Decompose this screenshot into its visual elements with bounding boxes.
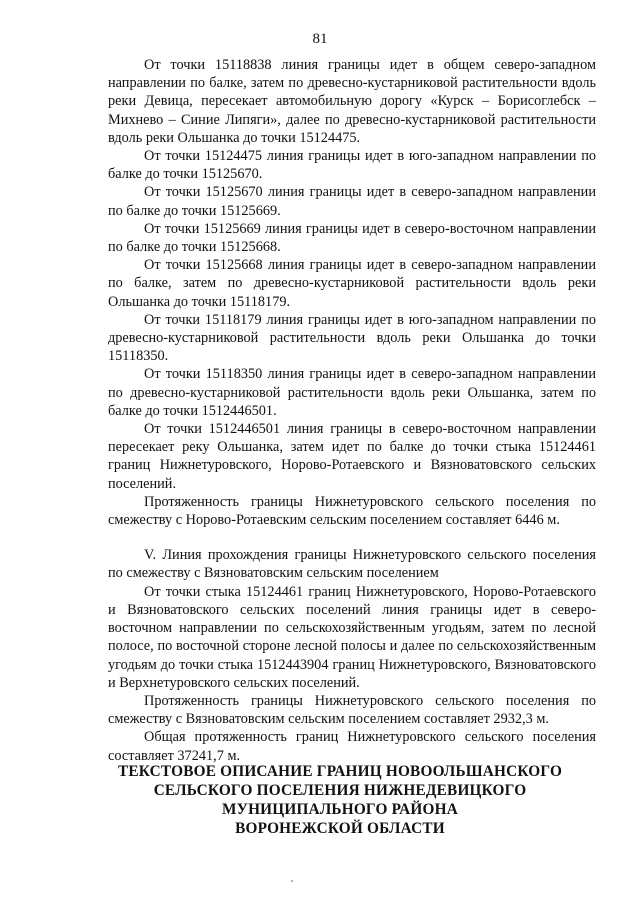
- paragraph: От точки 15118838 линия границы идет в общем северо-западном направлении по балке, затем по древесно-кустарниковой растительности вдоль реки Девица, пересекает автомобильную дорогу «Курск – Борисоглебск – Михнево – Синие Липяги», далее по древесно-кустарниковой растительности вдоль реки Ольшанка до точки 15124475.: [108, 57, 596, 146]
- paragraph: От точки 15125668 линия границы идет в северо-западном направлении по балке, затем по древесно-кустарниковой растительности вдоль реки Ольшанка до точки 15118179.: [108, 257, 596, 310]
- body-text: [108, 56, 596, 765]
- paragraph: Общая протяженность границ Нижнетуровского сельского поселения составляет 37241,7 м.: [108, 729, 596, 764]
- paragraph: От точки 15125669 линия границы идет в северо-восточном направлении по балке до точки 15125668.: [108, 220, 596, 256]
- paragraph: Протяженность границы Нижнетуровского сельского поселения по смежеству с Вязноватовским сельским поселением составляет 2932,3 м.: [108, 692, 596, 728]
- scan-speck: [291, 880, 293, 882]
- title-line: ТЕКСТОВОЕ ОПИСАНИЕ ГРАНИЦ НОВООЛЬШАНСКОГО: [117, 763, 563, 780]
- page-number: 81: [312, 31, 328, 47]
- title-line: ВОРОНЕЖСКОЙ ОБЛАСТИ: [235, 820, 445, 837]
- title-line: МУНИЦИПАЛЬНОГО РАЙОНА: [222, 801, 458, 818]
- paragraph: От точки 15124475 линия границы идет в юго-западном направлении по балке до точки 15125670.: [108, 148, 596, 183]
- document-title: [90, 762, 590, 838]
- paragraph: От точки 1512446501 линия границы в северо-восточном направлении пересекает реку Ольшанка, затем идет по балке до точки стыка 15124461 границ Нижнетуровского, Норово-Ротаевского и Вязноватовского сельских поселений.: [108, 421, 596, 492]
- paragraph: От точки 15125670 линия границы идет в северо-западном направлении по балке до точки 15125669.: [108, 184, 596, 219]
- paragraph: От точки 15118179 линия границы идет в юго-западном направлении по древесно-кустарниковой растительности вдоль реки Ольшанка до точки 15118350.: [108, 311, 596, 365]
- section-heading: V. Линия прохождения границы Нижнетуровского сельского поселения по смежеству с Вязноватовским сельским поселением: [108, 547, 596, 582]
- title-line: СЕЛЬСКОГО ПОСЕЛЕНИЯ НИЖНЕДЕВИЦКОГО: [153, 782, 527, 799]
- paragraph: Протяженность границы Нижнетуровского сельского поселения по смежеству с Норово-Ротаевским сельским поселением составляет 6446 м.: [108, 493, 596, 529]
- paragraph: От точки стыка 15124461 границ Нижнетуровского, Норово-Ротаевского и Вязноватовского сельских поселений линия границы идет в северо-восточном направлении по сельскохозяйственным угодьям, затем по лесной полосе, по восточной стороне лесной полосы и далее по сельскохозяйственным угодьям до точки стыка 1512443904 границ Нижнетуровского, Вязноватовского и Верхнетуровского сельских поселений.: [108, 583, 596, 691]
- paragraph: От точки 15118350 линия границы идет в северо-западном направлении по древесно-кустарниковой растительности вдоль реки Ольшанка, затем по балке до точки 1512446501.: [108, 366, 596, 419]
